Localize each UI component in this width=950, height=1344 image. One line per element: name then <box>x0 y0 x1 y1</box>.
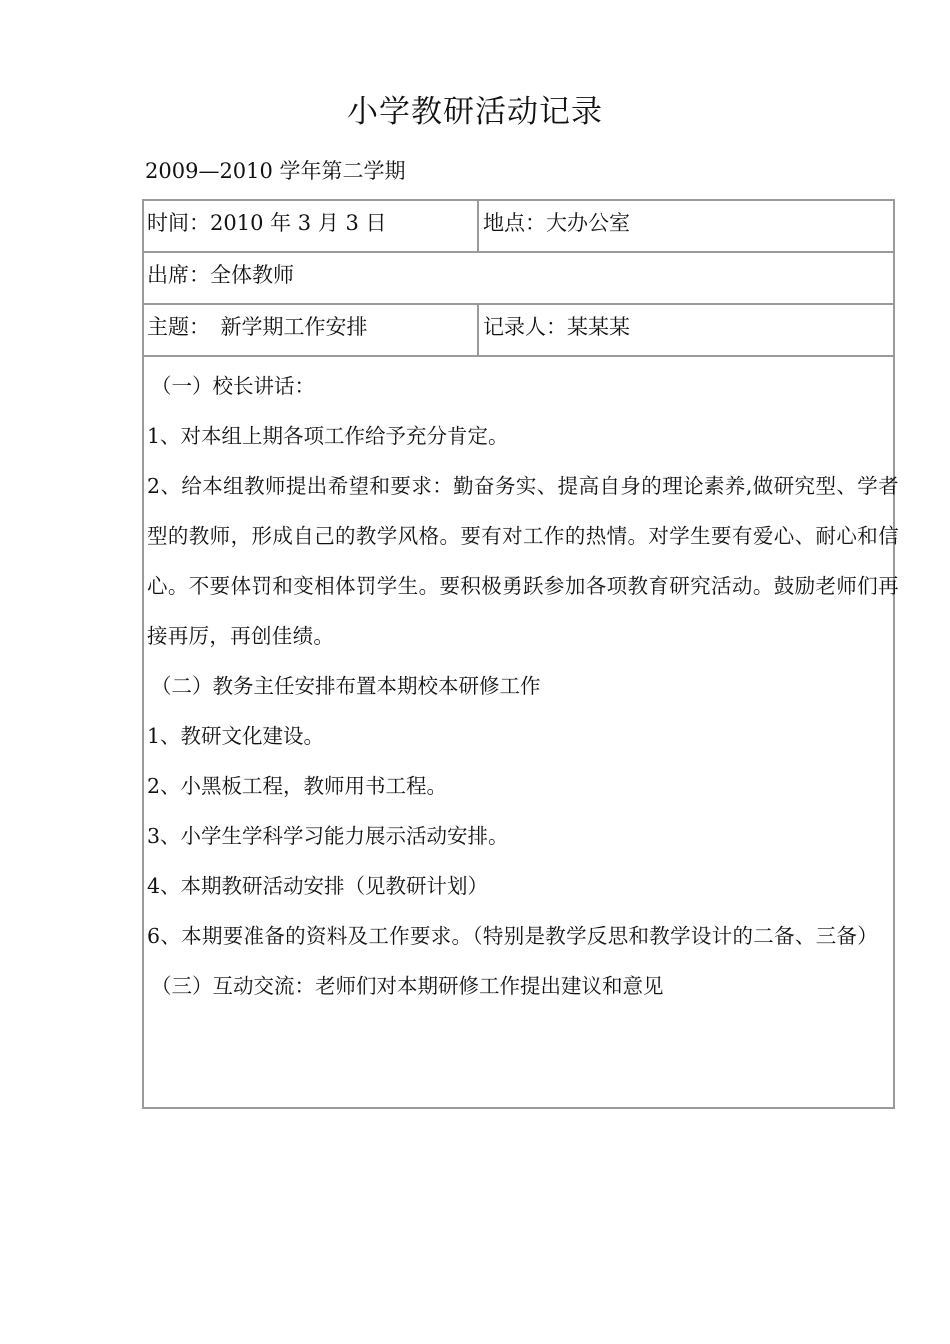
content-cell <box>144 357 899 1107</box>
table-row-time-location <box>144 201 893 253</box>
table-row-topic-recorder <box>144 305 893 357</box>
content-item: 1、教研文化建设。 <box>147 724 325 748</box>
topic-cell: 主题： 新学期工作安排 <box>144 305 479 355</box>
location-cell: 地点：大办公室 <box>483 211 630 235</box>
section-heading-principal: （一）校长讲话： <box>151 374 315 398</box>
content-item: 1、对本组上期各项工作给予充分肯定。 <box>147 424 509 448</box>
content-item: 4、本期教研活动安排（见教研计划） <box>147 874 489 898</box>
document-title: 小学教研活动记录 <box>347 94 603 130</box>
table-row-content <box>144 357 899 1107</box>
time-cell: 时间：2010 年 3 月 3 日 <box>144 201 479 251</box>
attendees-cell: 出席：全体教师 <box>147 263 294 287</box>
record-table <box>142 199 899 1109</box>
content-item: 3、小学生学科学习能力展示活动安排。 <box>147 824 509 848</box>
table-row-attendees <box>144 253 893 305</box>
term-label: 2009—2010 学年第二学期 <box>145 159 406 183</box>
content-item: 6、本期要准备的资料及工作要求。（特别是教学反思和教学设计的二备、三备） <box>147 924 879 948</box>
section-heading-discussion: （三）互动交流：老师们对本期研修工作提出建议和意见 <box>151 974 664 998</box>
recorder-cell: 记录人：某某某 <box>483 315 630 339</box>
content-item: 2、给本组教师提出希望和要求：勤奋务实、提高自身的理论素养,做研究型、学者型的教师，形成自己的教学风格。要有对工作的热情。对学生要有爱心、耐心和信心。不要体罚和变相体罚学生。要积极勇跃参加各项教育研究活动。鼓励老师们再接再厉，再创佳绩。 <box>147 474 899 648</box>
section-heading-director: （二）教务主任安排布置本期校本研修工作 <box>151 674 541 698</box>
content-item: 2、小黑板工程，教师用书工程。 <box>147 774 448 798</box>
